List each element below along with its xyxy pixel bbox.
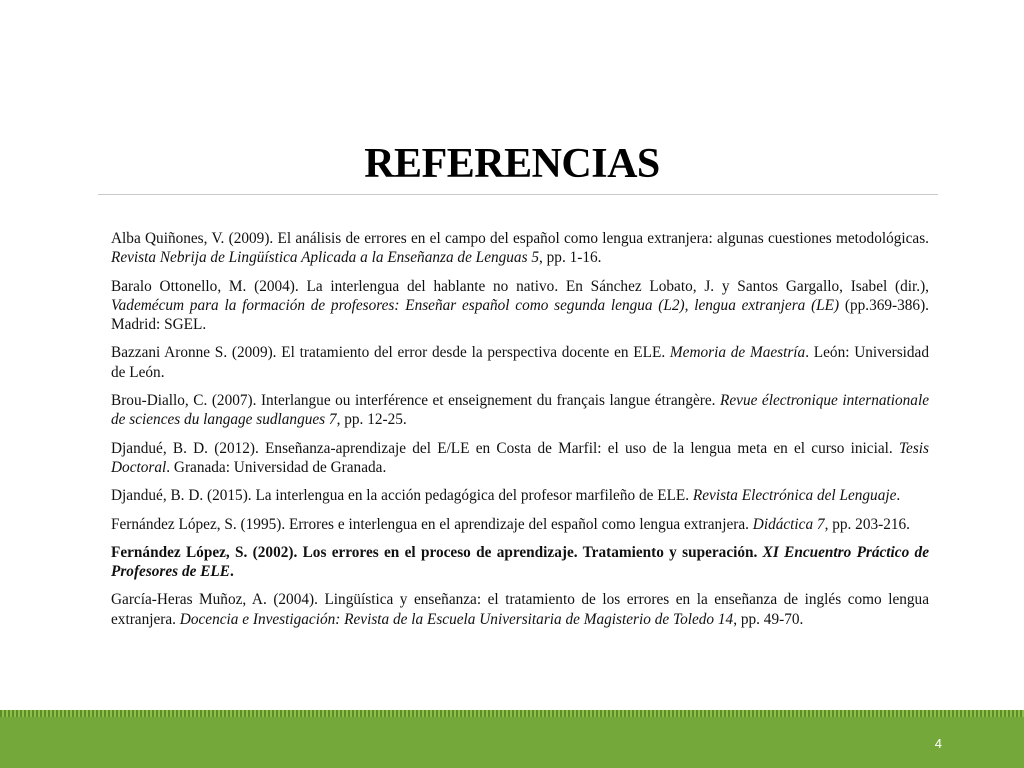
reference-text: Bazzani Aronne S. (2009). El tratamiento del error desde la perspectiva docente en ELE.: [111, 344, 670, 362]
reference-source-title: Didáctica 7: [752, 515, 825, 533]
reference-item: [111, 343, 929, 382]
reference-text: Alba Quiñones, V. (2009). El análisis de errores en el campo del español como lengua extranjera: algunas cuestiones metodológicas.: [111, 230, 929, 247]
reference-item: [111, 391, 929, 430]
reference-source-title: Tesis Doctoral: [111, 439, 929, 476]
reference-source-title: Docencia e Investigación: Revista de la Escuela Universitaria de Magisterio de Toledo 14: [179, 610, 734, 628]
footer-band: [0, 710, 1024, 768]
reference-source-title: XI Encuentro Práctico de Profesores de ELE: [111, 543, 929, 581]
reference-text-end: , pp. 49-70.: [733, 610, 804, 628]
reference-text-end: , pp. 1-16.: [539, 249, 602, 267]
reference-source-title: Revista Nebrija de Lingüística Aplicada a la Enseñanza de Lenguas 5: [111, 249, 539, 267]
reference-item: [111, 515, 929, 534]
reference-item-highlighted: [111, 543, 929, 582]
reference-text: Fernández López, S. (1995). Errores e interlengua en el aprendizaje del español como lengua extranjera.: [111, 515, 753, 533]
page-number: 4: [934, 736, 942, 751]
slide-title: REFERENCIAS: [364, 141, 660, 187]
reference-source-title: Memoria de Maestría: [669, 344, 806, 362]
reference-text-end: .: [229, 563, 234, 581]
reference-item: [111, 229, 929, 268]
reference-source-title: Vademécum para la formación de profesores: Enseñar español como segunda lengua (L2), lengua extranjera (LE): [111, 296, 840, 314]
reference-text: Baralo Ottonello, M. (2004). La interlengua del hablante no nativo. En Sánchez Lobato, J. y Santos Gargallo, Isabel (dir.),: [111, 277, 929, 295]
reference-source-title: Revue électronique internationale de sciences du langage sudlangues 7: [111, 392, 929, 429]
reference-text-end: , pp. 203-216.: [824, 515, 910, 533]
reference-item: [111, 486, 929, 505]
reference-text-end: , pp. 12-25.: [336, 411, 407, 429]
reference-text: García-Heras Muñoz, A. (2004). Lingüística y enseñanza: el tratamiento de los errores en la enseñanza de inglés como lengua extranjera.: [111, 591, 929, 628]
reference-text-end: (pp.369-386). Madrid: SGEL.: [111, 296, 929, 334]
footer-stripe: [0, 710, 1024, 717]
reference-text: Djandué, B. D. (2012). Enseñanza-aprendizaje del E/LE en Costa de Marfil: el uso de la lengua meta en el curso inicial.: [111, 439, 899, 457]
reference-text: Fernández López, S. (2002). Los errores en el proceso de aprendizaje. Tratamiento y superación.: [111, 543, 763, 561]
reference-text-end: . León: Universidad de León.: [111, 344, 929, 381]
reference-source-title: Revista Electrónica del Lenguaje: [692, 487, 897, 505]
reference-text-end: . Granada: Universidad de Granada.: [166, 458, 387, 476]
reference-list: [111, 229, 929, 638]
reference-text-end: .: [896, 487, 901, 505]
reference-text: Brou-Diallo, C. (2007). Interlangue ou interférence et enseignement du français langue étrangère.: [111, 392, 721, 410]
reference-item: [111, 590, 929, 629]
title-divider: [98, 194, 938, 195]
reference-item: [111, 439, 929, 478]
reference-item: [111, 277, 929, 335]
reference-text: Djandué, B. D. (2015). La interlengua en la acción pedagógica del profesor marfileño de ELE.: [111, 487, 693, 505]
